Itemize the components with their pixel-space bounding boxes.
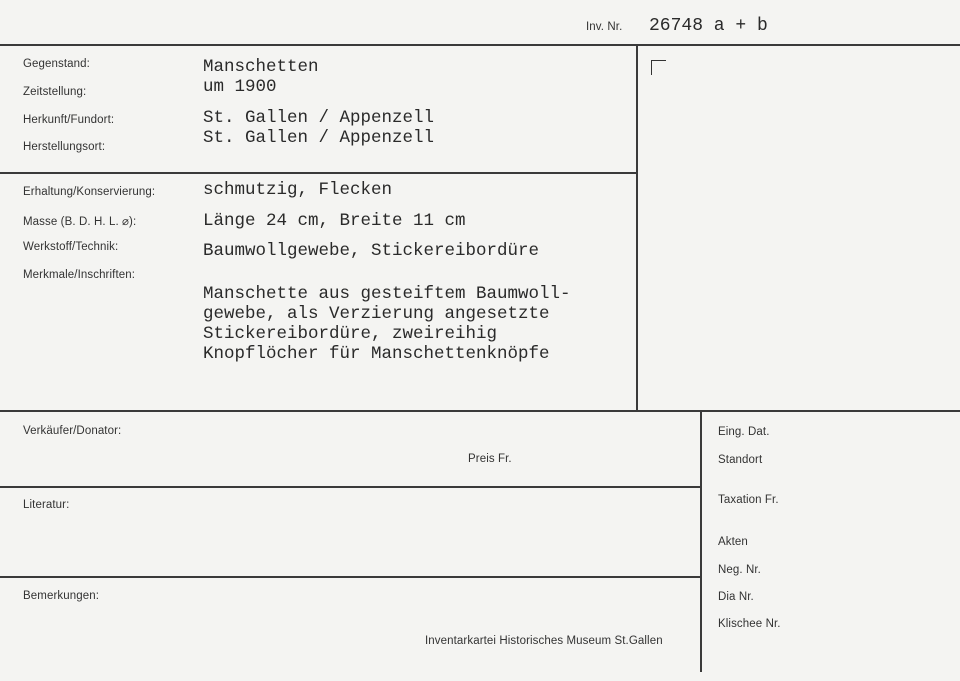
herkunft-value: St. Gallen / Appenzell [203,108,435,128]
rule-literatur [0,486,701,488]
divider-lower [700,410,702,672]
rule-section-2 [0,410,960,412]
literatur-label: Literatur: [23,499,70,511]
corner-mark [651,60,666,75]
inv-nr-label: Inv. Nr. [586,21,623,33]
erhaltung-value: schmutzig, Flecken [203,180,393,200]
merkmale-value: Manschette aus gesteiftem Baumwoll- gewebe, als Verzierung angesetzte Stickereibordüre, zweireihig Knopflöcher für Manschettenknöpfe [203,284,571,364]
akten-label: Akten [718,536,748,548]
werkstoff-label: Werkstoff/Technik: [23,241,119,253]
werkstoff-value: Baumwollgewebe, Stickereibordüre [203,241,540,261]
rule-section-1 [0,172,637,174]
preis-label: Preis Fr. [468,453,512,465]
taxation-label: Taxation Fr. [718,494,779,506]
herkunft-label: Herkunft/Fundort: [23,114,115,126]
gegenstand-value: Manschetten [203,57,319,77]
gegenstand-label: Gegenstand: [23,58,90,70]
divider-upper [636,44,638,411]
inv-nr-value: 26748 a + b [649,16,768,36]
herstellungsort-label: Herstellungsort: [23,141,106,153]
herstellungsort-value: St. Gallen / Appenzell [203,128,435,148]
merkmale-label: Merkmale/Inschriften: [23,269,136,281]
rule-bemerkungen [0,576,701,578]
bemerkungen-label: Bemerkungen: [23,590,99,602]
verkaeufer-label: Verkäufer/Donator: [23,425,122,437]
erhaltung-label: Erhaltung/Konservierung: [23,186,156,198]
klischee-nr-label: Klischee Nr. [718,618,781,630]
zeitstellung-label: Zeitstellung: [23,86,87,98]
rule-top [0,44,960,46]
eing-dat-label: Eing. Dat. [718,426,770,438]
masse-value: Länge 24 cm, Breite 11 cm [203,211,466,231]
dia-nr-label: Dia Nr. [718,591,754,603]
footer-label: Inventarkartei Historisches Museum St.Gallen [425,635,663,647]
neg-nr-label: Neg. Nr. [718,564,761,576]
masse-label: Masse (B. D. H. L. ⌀): [23,216,137,228]
standort-label: Standort [718,454,763,466]
zeitstellung-value: um 1900 [203,77,277,97]
